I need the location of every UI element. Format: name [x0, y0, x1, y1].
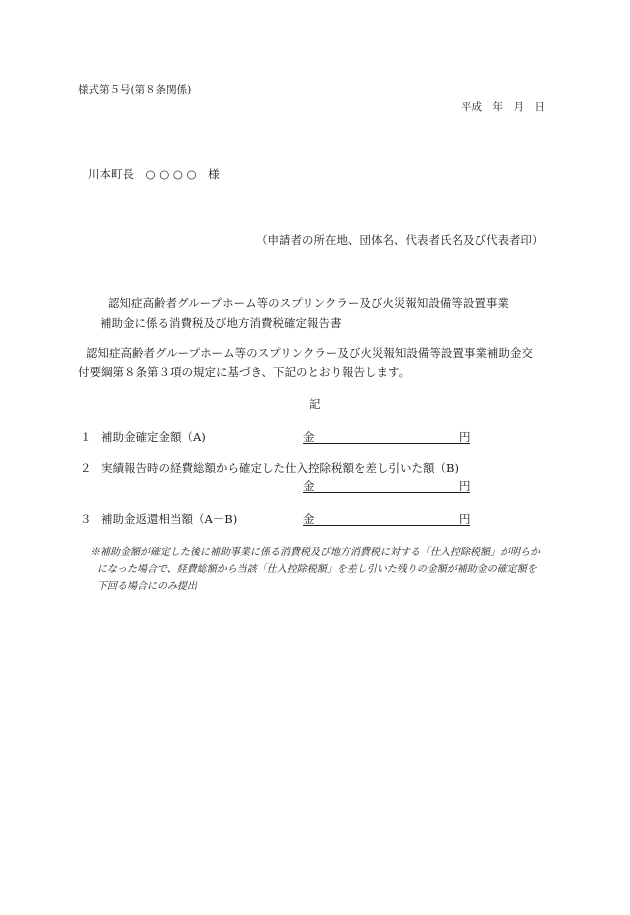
item-label: 補助金確定金額（A) [101, 430, 206, 444]
body-line-2: 付要綱第８条第３項の規定に基づき、下記のとおり報告します。 [78, 365, 411, 379]
form-number: 様式第５号(第８条関係) [78, 84, 192, 96]
item-number: ３ [80, 512, 92, 526]
addressee: 川本町長 ○ ○ ○ ○ 様 [88, 167, 220, 181]
amount-underline [303, 428, 470, 444]
item-number: １ [80, 430, 92, 444]
note-line-2: になった場合で、経費総額から当該「仕入控除税額」を差し引いた残りの金額が補助金の確定額を [97, 564, 537, 575]
amount-kin: 金 [303, 512, 315, 526]
amount-yen: 円 [459, 430, 471, 444]
amount-underline [303, 510, 470, 526]
amount-underline [303, 477, 470, 493]
item-number: ２ [80, 461, 92, 475]
item-label: 実績報告時の経費総額から確定した仕入控除税額を差し引いた額（B) [101, 461, 459, 475]
amount-yen: 円 [459, 512, 471, 526]
note-line-1: ※補助金額が確定した後に補助事業に係る消費税及び地方消費税に対する「仕入控除税額」が明らか [90, 547, 540, 558]
amount-yen: 円 [459, 479, 471, 493]
title-line-2: 補助金に係る消費税及び地方消費税確定報告書 [100, 316, 342, 330]
date-line: 平成 年 月 日 [461, 101, 545, 113]
title-line-1: 認知症高齢者グループホーム等のスプリンクラー及び火災報知設備等設置事業 [108, 296, 509, 310]
note-line-3: 下回る場合にのみ提出 [97, 581, 197, 592]
item-label: 補助金返還相当額（A－B) [101, 512, 238, 526]
amount-kin: 金 [303, 430, 315, 444]
applicant-note: （申請者の所在地、団体名、代表者氏名及び代表者印） [256, 233, 544, 247]
body-line-1: 認知症高齢者グループホーム等のスプリンクラー及び火災報知設備等設置事業補助金交 [86, 346, 533, 360]
amount-kin: 金 [303, 479, 315, 493]
ki-heading: 記 [309, 397, 321, 411]
